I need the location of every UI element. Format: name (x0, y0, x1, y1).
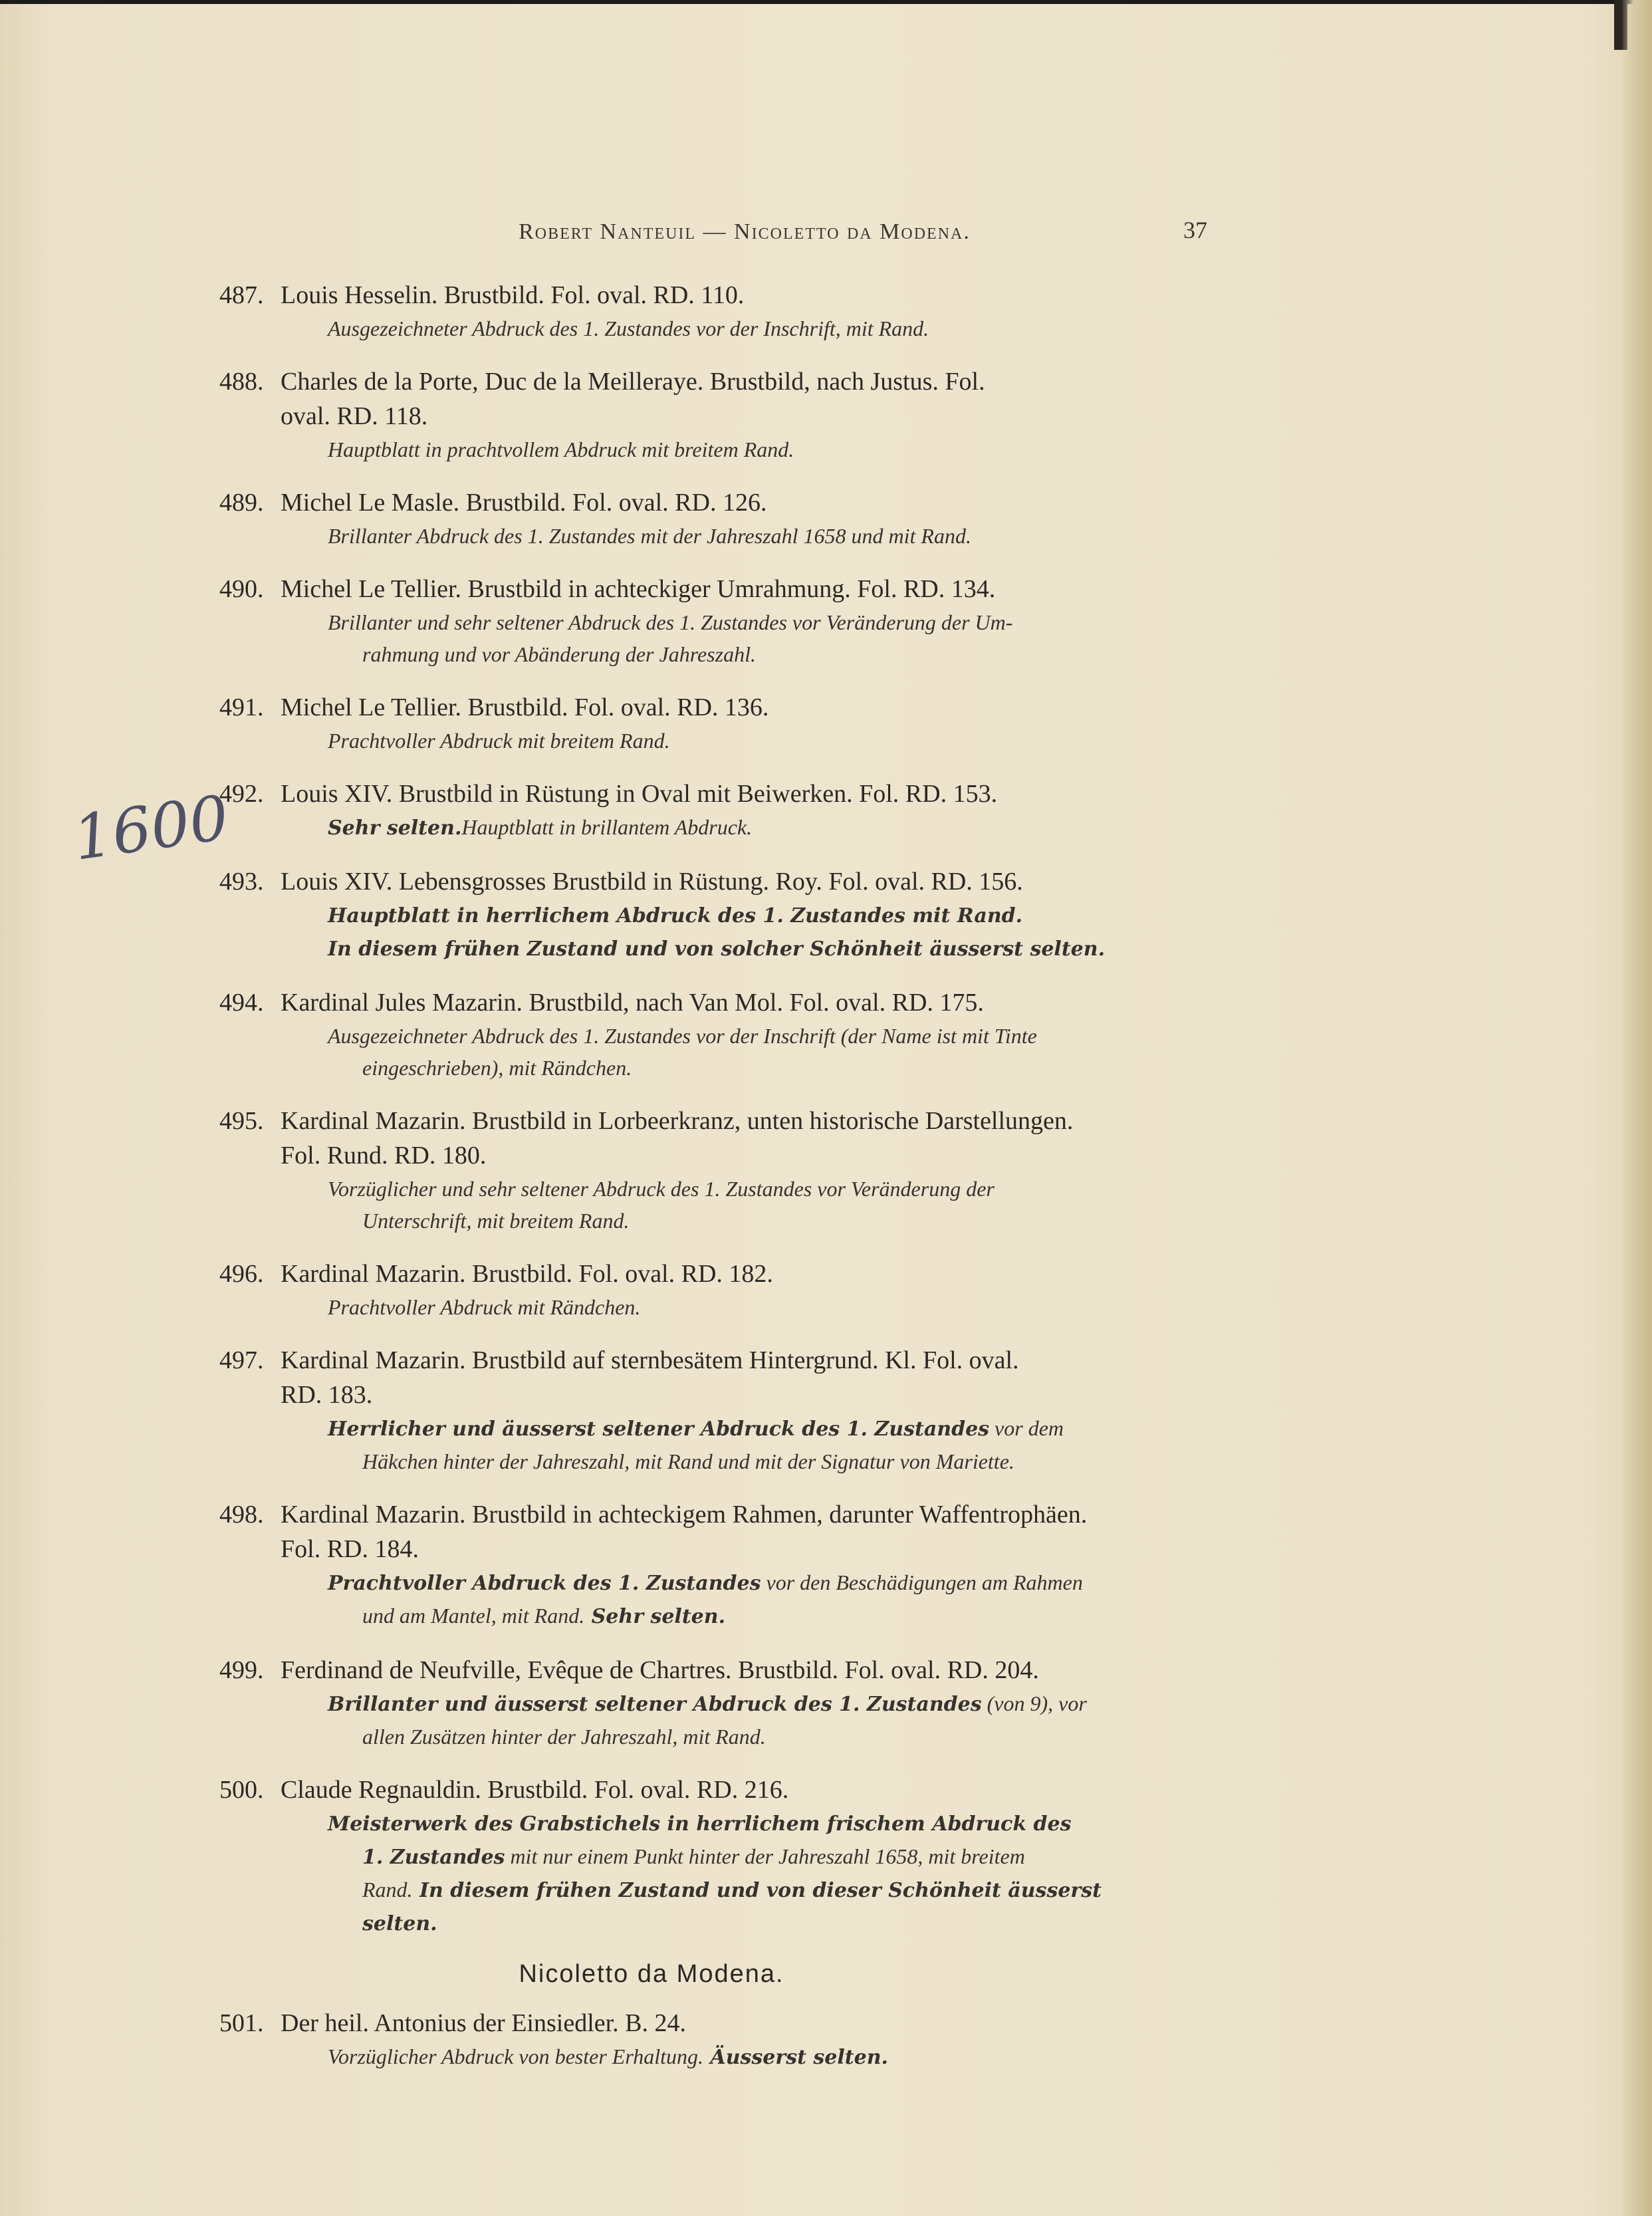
entry-line (219, 777, 1230, 811)
entry-note (219, 1173, 1230, 1205)
note-text: eingeschrieben), mit Rändchen. (362, 1056, 632, 1080)
entry-note (219, 1566, 1230, 1600)
note-bold-text: In diesem frühen Zustand und von dieser Schönheit äusserst (412, 1879, 1102, 1902)
entry-note (219, 1721, 1230, 1753)
entry-number: 495. (219, 1107, 264, 1135)
note-text: vor dem (989, 1416, 1064, 1440)
entry-number: 493. (219, 868, 264, 896)
note-text: Unterschrift, mit breitem Rand. (362, 1209, 630, 1233)
entry-line-continued: Fol. RD. 184. (281, 1535, 419, 1563)
catalogue-entry (219, 777, 1230, 844)
entry-title: Michel Le Tellier. Brustbild. Fol. oval. RD. 136. (281, 693, 769, 721)
note-bold-text: Brillanter und äusserst seltener Abdruck des 1. Zustandes (328, 1693, 982, 1716)
entry-note (219, 1840, 1230, 1874)
entry-title: Kardinal Mazarin. Brustbild in achteckigem Rahmen, darunter Waffentrophäen. (281, 1501, 1088, 1529)
entry-line (219, 278, 1230, 312)
note-text: Prachtvoller Abdruck mit breitem Rand. (328, 729, 670, 753)
running-head: Robert Nanteuil — Nicoletto da Modena. (519, 219, 971, 244)
note-bold-text: 1. Zustandes (362, 1846, 505, 1869)
entry-number: 489. (219, 489, 264, 517)
entry-number: 501. (219, 2009, 264, 2037)
note-text: (von 9), vor (981, 1691, 1087, 1715)
entry-line (219, 364, 1230, 399)
entry-line-continued: Fol. Rund. RD. 180. (281, 1142, 487, 1170)
note-text: Ausgezeichneter Abdruck des 1. Zustandes vor der Inschrift, mit Rand. (328, 316, 929, 340)
note-text: Hauptblatt in prachtvollem Abdruck mit breitem Rand. (328, 437, 794, 461)
catalogue-entries (219, 278, 1230, 2094)
catalogue-entry (219, 1257, 1230, 1323)
note-text: Vorzüglicher Abdruck von bester Erhaltung. (328, 2044, 703, 2068)
entry-line (219, 1257, 1230, 1291)
catalogue-entry (219, 485, 1230, 552)
note-bold-text: Prachtvoller Abdruck des 1. Zustandes (328, 1572, 761, 1595)
note-text: Rand. (362, 1878, 413, 1902)
entry-title: Kardinal Jules Mazarin. Brustbild, nach Van Mol. Fol. oval. RD. 175. (281, 989, 984, 1017)
entry-note (219, 1052, 1230, 1084)
entry-title: Louis Hesselin. Brustbild. Fol. oval. RD. 110. (281, 281, 745, 309)
entry-note (219, 1445, 1230, 1477)
entry-note (219, 1205, 1230, 1237)
entry-note (219, 638, 1230, 670)
scan-top-border (0, 0, 1652, 4)
entry-line-continued: RD. 183. (281, 1381, 373, 1409)
entry-list (219, 278, 1230, 1940)
note-text: Brillanter und sehr seltener Abdruck des 1. Zustandes vor Veränderung der Um- (328, 610, 1013, 634)
entry-title: Charles de la Porte, Duc de la Meilleraye. Brustbild, nach Justus. Fol. (281, 368, 985, 396)
entry-number: 487. (219, 281, 264, 309)
entry-title: Louis XIV. Lebensgrosses Brustbild in Rüstung. Roy. Fol. oval. RD. 156. (281, 868, 1023, 896)
catalogue-entry (219, 985, 1230, 1084)
catalogue-entry (219, 1653, 1230, 1753)
note-bold-text: Hauptblatt in herrlichem Abdruck des 1. Zustandes mit Rand. (328, 904, 1023, 927)
entry-line-continued: oval. RD. 118. (281, 402, 428, 430)
entry-note (219, 899, 1230, 932)
catalogue-entry (219, 1773, 1230, 1940)
entry-title: Kardinal Mazarin. Brustbild in Lorbeerkranz, unten historische Darstellungen. (281, 1107, 1074, 1135)
entry-line (219, 985, 1230, 1020)
entry-number: 500. (219, 1776, 264, 1804)
entry-number: 499. (219, 1656, 264, 1684)
note-bold-text: In diesem frühen Zustand und von solcher Schönheit äusserst selten. (328, 937, 1106, 961)
section-heading: Nicoletto da Modena. (519, 1960, 784, 1988)
entry-line (219, 1104, 1230, 1138)
handwritten-margin-note: 1600 (68, 782, 233, 874)
note-text: Vorzüglicher und sehr seltener Abdruck des 1. Zustandes vor Veränderung der (328, 1177, 995, 1201)
note-text: Prachtvoller Abdruck mit Rändchen. (328, 1295, 641, 1319)
note-bold-text: Meisterwerk des Grabstichels in herrlichem frischem Abdruck des (328, 1812, 1072, 1836)
catalogue-entry (219, 1104, 1230, 1237)
note-text: Hauptblatt in brillantem Abdruck. (461, 815, 753, 839)
entry-note (219, 520, 1230, 552)
page-right-edge (1621, 0, 1652, 2216)
entry-note (219, 1907, 1230, 1940)
section-entry-list (219, 2006, 1230, 2074)
note-bold-text: Herrlicher und äusserst seltener Abdruck des 1. Zustandes (328, 1417, 990, 1441)
entry-line (219, 864, 1230, 899)
entry-title: Louis XIV. Brustbild in Rüstung in Oval mit Beiwerken. Fol. RD. 153. (281, 780, 998, 808)
note-text: vor den Beschädigungen am Rahmen (761, 1570, 1083, 1594)
catalogue-entry (219, 1343, 1230, 1477)
entry-note (219, 433, 1230, 465)
entry-number: 498. (219, 1501, 264, 1529)
entry-number: 491. (219, 693, 264, 721)
entry-note (219, 1600, 1230, 1633)
note-text: Häkchen hinter der Jahreszahl, mit Rand und mit der Signatur von Mariette. (362, 1449, 1014, 1473)
note-bold-text: Äusserst selten. (703, 2046, 888, 2069)
entry-line (219, 572, 1230, 606)
note-text: Ausgezeichneter Abdruck des 1. Zustandes vor der Inschrift (der Name ist mit Tinte (328, 1024, 1037, 1048)
entry-number: 490. (219, 575, 264, 603)
entry-line (219, 690, 1230, 725)
entry-line (219, 1773, 1230, 1807)
entry-note (219, 2040, 1230, 2074)
note-text: rahmung und vor Abänderung der Jahreszahl. (362, 642, 756, 666)
entry-title: Michel Le Masle. Brustbild. Fol. oval. RD. 126. (281, 489, 767, 517)
entry-note (219, 1291, 1230, 1323)
note-bold-text: selten. (362, 1912, 437, 1935)
entry-line (219, 2006, 1230, 2040)
entry-title: Michel Le Tellier. Brustbild in achteckiger Umrahmung. Fol. RD. 134. (281, 575, 996, 603)
note-bold-text: Sehr selten. (328, 816, 462, 840)
catalogue-entry (219, 364, 1230, 465)
entry-title: Ferdinand de Neufville, Evêque de Chartres. Brustbild. Fol. oval. RD. 204. (281, 1656, 1039, 1684)
entry-note (219, 932, 1230, 965)
entry-number: 488. (219, 368, 264, 396)
catalogue-entry (219, 2006, 1230, 2074)
entry-line (219, 485, 1230, 520)
note-text: mit nur einem Punkt hinter der Jahreszahl 1658, mit breitem (505, 1844, 1025, 1868)
entry-note (219, 1687, 1230, 1721)
note-bold-text: Sehr selten. (584, 1605, 726, 1628)
entry-note (219, 811, 1230, 844)
entry-title: Claude Regnauldin. Brustbild. Fol. oval. RD. 216. (281, 1776, 789, 1804)
entry-title: Kardinal Mazarin. Brustbild. Fol. oval. RD. 182. (281, 1260, 773, 1288)
entry-note (219, 1020, 1230, 1052)
entry-title: Der heil. Antonius der Einsiedler. B. 24. (281, 2009, 687, 2037)
entry-number: 496. (219, 1260, 264, 1288)
entry-line (219, 1343, 1230, 1378)
entry-line (219, 1497, 1230, 1532)
entry-note (219, 725, 1230, 757)
note-text: Brillanter Abdruck des 1. Zustandes mit der Jahreszahl 1658 und mit Rand. (328, 524, 971, 548)
page-number: 37 (1183, 217, 1207, 243)
catalogue-entry (219, 278, 1230, 344)
entry-note (219, 1874, 1230, 1907)
catalogue-entry (219, 690, 1230, 757)
entry-note (219, 1412, 1230, 1445)
entry-note (219, 312, 1230, 344)
entry-line (219, 1653, 1230, 1687)
entry-note (219, 1807, 1230, 1840)
note-text: und am Mantel, mit Rand. (362, 1604, 585, 1628)
catalogue-entry (219, 572, 1230, 670)
entry-note (219, 606, 1230, 638)
entry-number: 494. (219, 989, 264, 1017)
catalogue-entry (219, 1497, 1230, 1633)
entry-number: 497. (219, 1346, 264, 1374)
entry-number: 492. (219, 780, 264, 808)
entry-title: Kardinal Mazarin. Brustbild auf sternbesätem Hintergrund. Kl. Fol. oval. (281, 1346, 1019, 1374)
catalogue-entry (219, 864, 1230, 965)
note-text: allen Zusätzen hinter der Jahreszahl, mit Rand. (362, 1725, 766, 1749)
